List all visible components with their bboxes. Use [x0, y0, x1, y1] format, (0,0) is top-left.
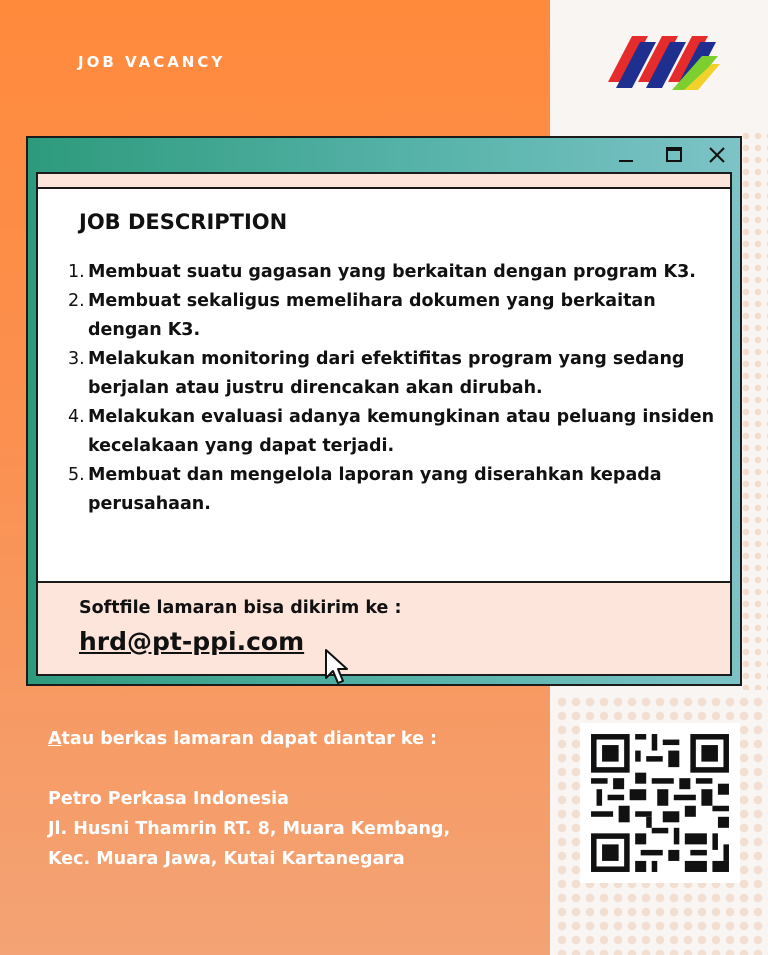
mouse-cursor-icon: [324, 648, 348, 686]
job-description-title: JOB DESCRIPTION: [79, 210, 288, 234]
address-intro: Atau berkas lamaran dapat diantar ke :: [48, 729, 438, 749]
address-line-2: Kec. Muara Jawa, Kutai Kartanegara: [48, 849, 405, 869]
email-link[interactable]: hrd@pt-ppi.com: [79, 627, 305, 656]
content-top-strip: [38, 174, 730, 189]
list-item: 1. Membuat suatu gagasan yang berkaitan dengan program K3.: [68, 262, 696, 282]
qr-code-icon: [580, 723, 740, 883]
window-content: [36, 172, 732, 676]
address-line-1: Jl. Husni Thamrin RT. 8, Muara Kembang,: [48, 819, 451, 839]
address-block: [48, 724, 450, 874]
close-icon[interactable]: [705, 144, 729, 166]
list-item: 3. Melakukan monitoring dari efektifitas program yang sedang berjalan atau justru direncakan akan dirubah.: [68, 349, 685, 398]
list-item: 5. Membuat dan mengelola laporan yang diserahkan kepada perusahaan.: [68, 465, 662, 514]
list-item: 4. Melakukan evaluasi adanya kemungkinan atau peluang insiden kecelakaan yang dapat terjadi.: [68, 407, 715, 456]
dot-pattern: [740, 130, 768, 690]
minimize-icon[interactable]: [614, 144, 638, 166]
maximize-icon[interactable]: [662, 144, 686, 166]
list-item: 2. Membuat sekaligus memelihara dokumen yang berkaitan dengan K3.: [68, 291, 656, 340]
app-window: [26, 136, 742, 686]
softfile-label: Softfile lamaran bisa dikirim ke :: [79, 598, 402, 618]
window-titlebar: [28, 138, 740, 172]
job-vacancy-label: JOB VACANCY: [78, 53, 226, 71]
job-description-list: [68, 258, 728, 519]
contact-panel: [38, 581, 730, 674]
company-name: Petro Perkasa Indonesia: [48, 789, 289, 809]
ppi-logo-icon: [602, 32, 720, 94]
